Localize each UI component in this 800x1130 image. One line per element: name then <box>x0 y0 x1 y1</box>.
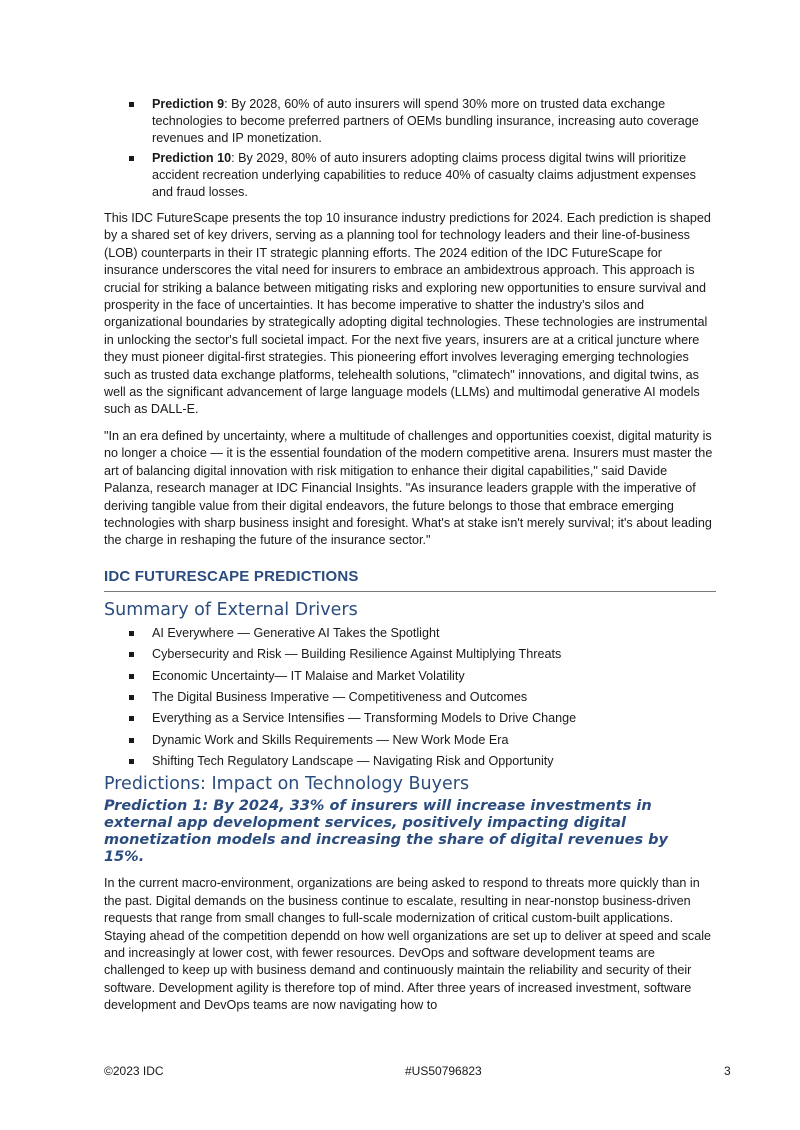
square-bullet-icon <box>129 695 134 700</box>
list-item <box>104 710 716 727</box>
footer-page-number: 3 <box>724 1064 731 1078</box>
square-bullet-icon <box>129 738 134 743</box>
intro-paragraph: This IDC FutureScape presents the top 10 insurance industry predictions for 2024. Each prediction is shaped by a shared set of key drivers, serving as a planning tool for technology leaders and their line-of-business (LOB) counterparts in their IT strategic planning efforts. The 2024 edition of the IDC FutureScape for insurance underscores the vital need for insurers to embrace an ambidextrous approach. This approach is crucial for striking a balance between mitigating risks and exploring new opportunities to ensure survival and prosperity in the face of uncertainties. It has become imperative to shatter the industry's silos and organizational boundaries by strategically adopting digital technologies. These technologies are instrumental in unlocking the sector's full societal impact. For the next five years, insurers are at a critical juncture where they must pioneer digital-first strategies. This pioneering effort involves leveraging emerging technologies such as trusted data exchange platforms, telehealth solutions, "climatech" innovations, and digital twins, as well as the significant advancement of large language models (LLMs) and multimodal generative AI models such as DALL-E. <box>104 211 711 417</box>
prediction-text: : By 2028, 60% of auto insurers will spend 30% more on trusted data exchange technologies to become preferred partners of OEMs bundling insurance, increasing auto coverage revenues and IP monetization. <box>152 97 699 145</box>
list-item <box>104 668 716 685</box>
drivers-list <box>104 625 716 770</box>
driver-text: Economic Uncertainty— IT Malaise and Market Volatility <box>152 668 465 683</box>
list-item <box>104 96 716 147</box>
predictions-heading: Predictions: Impact on Technology Buyers <box>104 774 470 795</box>
section-divider <box>104 591 716 592</box>
footer-doc-id: #US50796823 <box>405 1064 482 1078</box>
square-bullet-icon <box>129 759 134 764</box>
driver-text: Cybersecurity and Risk — Building Resilience Against Multiplying Threats <box>152 647 562 662</box>
driver-text: Shifting Tech Regulatory Landscape — Navigating Risk and Opportunity <box>152 754 554 769</box>
square-bullet-icon <box>129 102 134 107</box>
list-item <box>104 625 716 642</box>
section-heading: IDC FUTURESCAPE PREDICTIONS <box>104 567 359 585</box>
list-item <box>104 689 716 706</box>
driver-text: AI Everywhere — Generative AI Takes the Spotlight <box>152 625 440 640</box>
prediction-lead: Prediction 9 <box>152 97 225 111</box>
square-bullet-icon <box>129 674 134 679</box>
driver-text: Dynamic Work and Skills Requirements — New Work Mode Era <box>152 732 509 747</box>
drivers-heading: Summary of External Drivers <box>104 599 358 620</box>
square-bullet-icon <box>129 156 134 161</box>
square-bullet-icon <box>129 631 134 636</box>
list-item <box>104 150 716 201</box>
top-prediction-list <box>104 96 716 201</box>
prediction-1-heading: Prediction 1: By 2024, 33% of insurers will increase investments in external app development services, positively impacting digital monetization models and increasing the share of digital revenues by 15%. <box>104 798 668 866</box>
prediction-1-body: In the current macro-environment, organizations are being asked to respond to threats more quickly than in the past. Digital demands on the business continue to escalate, resulting in near-nonstop business-driven requests that range from small changes to full-scale modernization of critical custom-built applications. Staying ahead of the competition dependd on how well organizations are set up to deliver at speed and scale and increasingly at lower cost, with fewer resources. DevOps and software development teams are challenged to keep up with business demand and continuously maintain the reliability and security of their software. Development agility is therefore top of mind. After three years of increased investment, software development and DevOps teams are now navigating how to <box>104 876 712 1013</box>
footer-copyright: ©2023 IDC <box>104 1064 164 1078</box>
page-content <box>104 96 716 1015</box>
list-item <box>104 646 716 663</box>
prediction-lead: Prediction 10 <box>152 151 232 165</box>
list-item <box>104 732 716 749</box>
square-bullet-icon <box>129 716 134 721</box>
list-item <box>104 753 716 770</box>
prediction-text: : By 2029, 80% of auto insurers adopting claims process digital twins will prioritize accident recreation underlying capabilities to reduce 40% of casualty claims adjustment expenses and fraud losses. <box>152 151 696 199</box>
quote-paragraph: "In an era defined by uncertainty, where a multitude of challenges and opportunities coexist, digital maturity is no longer a choice — it is the essential foundation of the modern competitive arena. Insurers must master the art of balancing digital innovation with risk mitigation to enhance their digital capabilities," said Davide Palanza, research manager at IDC Financial Insights. "As insurance leaders grapple with the imperative of deriving tangible value from their digital endeavors, the future belongs to those that embrace emerging technologies with sharp business insight and foresight. What's at stake isn't merely survival; it's about leading the charge in reshaping the future of the insurance sector." <box>104 428 713 548</box>
square-bullet-icon <box>129 652 134 657</box>
driver-text: Everything as a Service Intensifies — Transforming Models to Drive Change <box>152 711 577 726</box>
driver-text: The Digital Business Imperative — Competitiveness and Outcomes <box>152 689 528 704</box>
